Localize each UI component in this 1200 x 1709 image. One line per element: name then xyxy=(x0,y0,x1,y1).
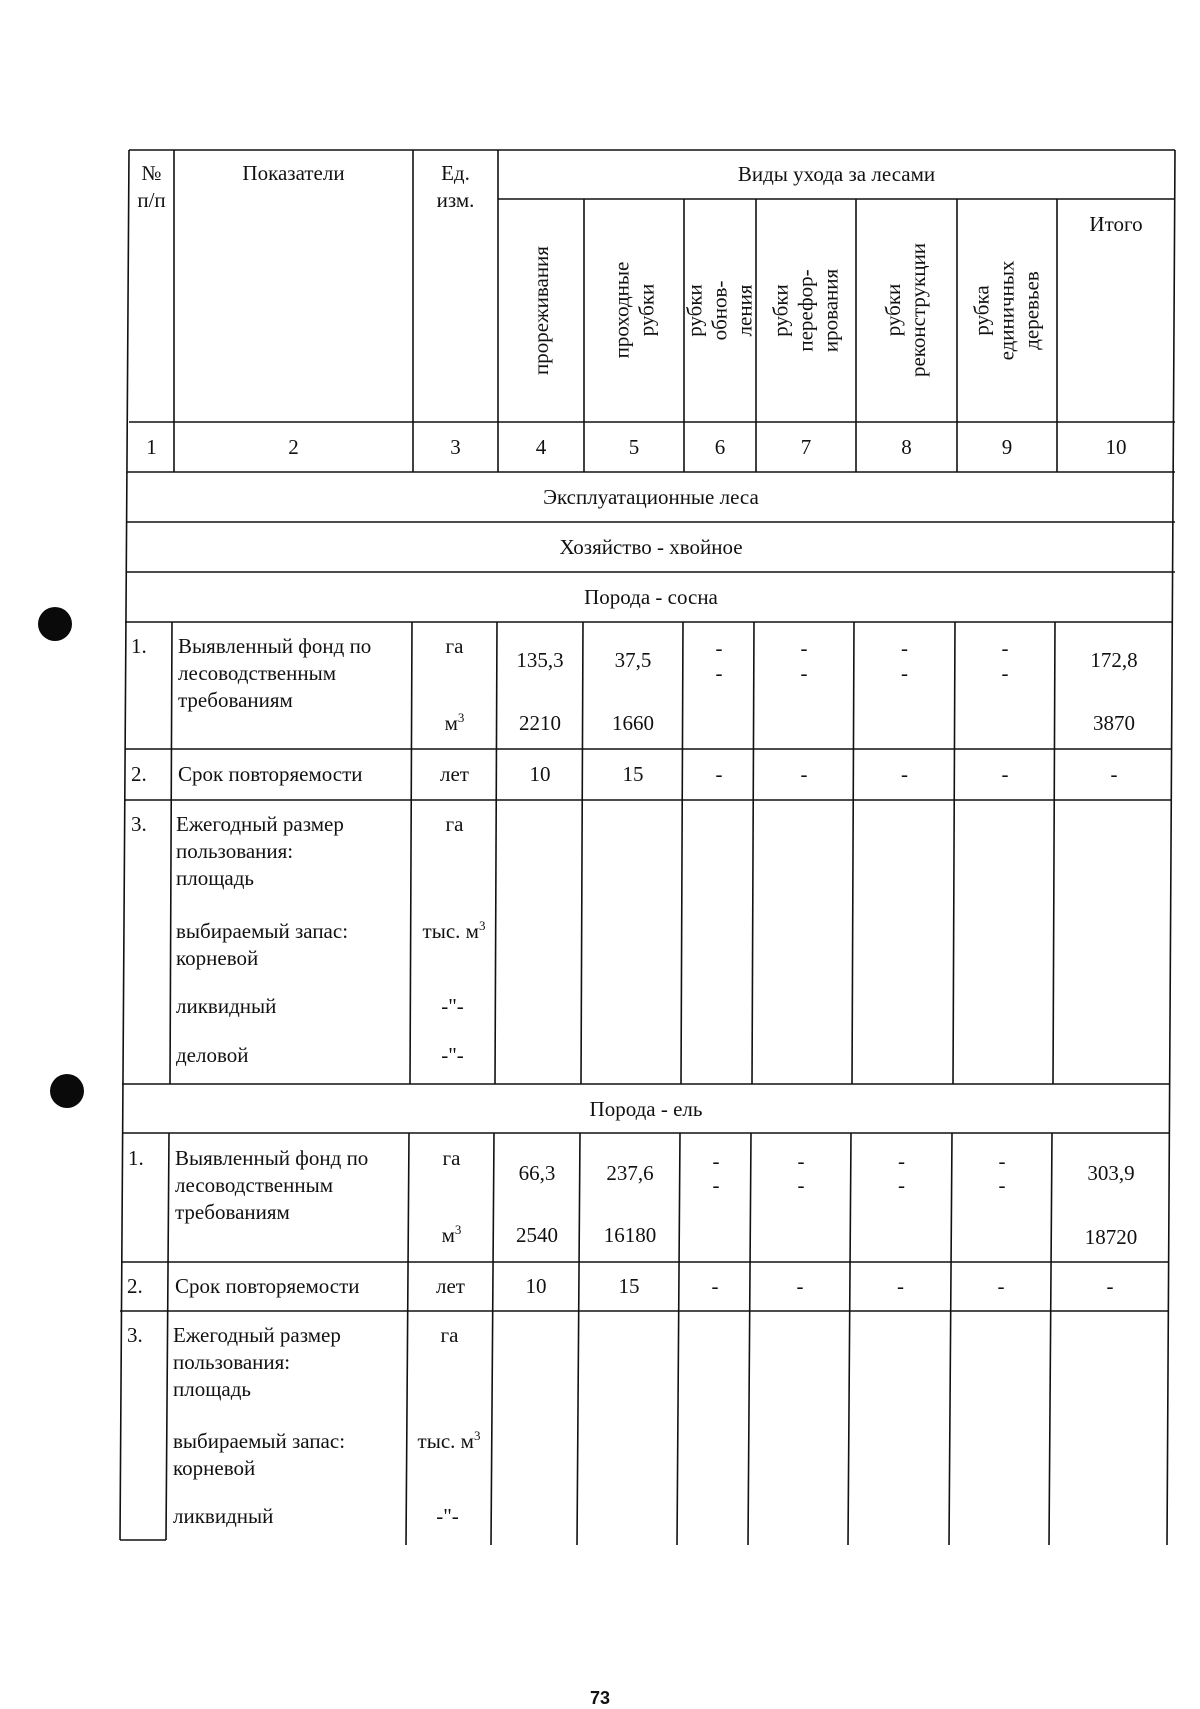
section-spruce: Порода - ель xyxy=(589,1097,703,1121)
pine-r2-text: Срок повторяемости xyxy=(178,762,363,786)
section-farm: Хозяйство - хвойное xyxy=(559,535,743,559)
pine-r2-dash-col8: - xyxy=(901,762,908,786)
header-col8 xyxy=(856,210,957,410)
pine-ha-col4: 135,3 xyxy=(516,648,564,672)
colnum-9: 9 xyxy=(1001,435,1013,459)
spruce-r2-dash-col10: - xyxy=(1106,1274,1114,1298)
spruce-r2-unit: лет xyxy=(436,1274,465,1298)
colnum-7: 7 xyxy=(800,435,812,459)
pine-dash-col9b: - xyxy=(1001,661,1009,685)
superscript-3: 3 xyxy=(473,1428,481,1443)
pine-r3-stock: выбираемый запас: корневой xyxy=(176,919,349,970)
pine-years-col4: 10 xyxy=(529,762,551,786)
pine-r2-unit: лет xyxy=(440,762,469,786)
header-col5-text: проходные рубки xyxy=(608,261,658,359)
header-col8-text: рубки реконструкции xyxy=(881,242,931,378)
header-col7-text: рубки перефор- ирования xyxy=(768,268,843,352)
spruce-dash-col8a: - xyxy=(898,1149,905,1173)
spruce-dash-col7b: - xyxy=(797,1173,805,1197)
colnum-8: 8 xyxy=(901,435,912,459)
spruce-m3-col10: 18720 xyxy=(1084,1225,1138,1249)
pine-r3-num: 3. xyxy=(131,812,147,836)
spruce-r2-text: Срок повторяемости xyxy=(175,1274,360,1298)
spruce-dash-col6b: - xyxy=(712,1173,720,1197)
page-number: 73 xyxy=(589,1688,611,1708)
spruce-years-col5: 15 xyxy=(618,1274,640,1298)
spruce-r3-stock: выбираемый запас: корневой xyxy=(173,1429,346,1480)
pine-r3-text: Ежегодный размер пользования: площадь xyxy=(176,812,344,890)
pine-ha-col10: 172,8 xyxy=(1090,648,1138,672)
spruce-dash-col8b: - xyxy=(898,1173,905,1197)
colnum-6: 6 xyxy=(714,435,726,459)
spruce-dash-col9a: - xyxy=(998,1149,1006,1173)
pine-ha-col5: 37,5 xyxy=(614,648,652,672)
spruce-r3-num: 3. xyxy=(127,1323,143,1347)
spruce-r1-text: Выявленный фонд по лесоводственным требованиям xyxy=(175,1146,369,1224)
pine-r2-num: 2. xyxy=(131,762,147,786)
header-col4-text: прореживания xyxy=(528,245,553,375)
spruce-dash-col7a: - xyxy=(797,1149,805,1173)
spruce-m3-col5: 16180 xyxy=(603,1223,657,1247)
pine-dash-col7a: - xyxy=(800,636,808,660)
header-col7 xyxy=(756,210,856,410)
spruce-r1-unit-m3 xyxy=(409,1222,494,1249)
pine-r1-text: Выявленный фонд по лесоводственным требованиям xyxy=(178,634,372,712)
pine-r2-dash-col9: - xyxy=(1001,762,1009,786)
header-col6-text: рубки обнов- ления xyxy=(682,280,757,340)
unit-thous-text: тыс. м xyxy=(417,1429,474,1453)
pine-r1-unit-ha: га xyxy=(445,634,464,658)
colnum-10: 10 xyxy=(1105,435,1127,459)
pine-r2-dash-col7: - xyxy=(800,762,808,786)
superscript-3: 3 xyxy=(454,1222,462,1237)
pine-dash-col6b: - xyxy=(715,661,723,685)
pine-r2-dash-col10: - xyxy=(1110,762,1118,786)
spruce-r2-dash-col7: - xyxy=(796,1274,804,1298)
spruce-r3-unit-thous xyxy=(405,1428,493,1455)
section-pine: Порода - сосна xyxy=(584,585,718,609)
unit-thous-text: тыс. м xyxy=(422,919,479,943)
pine-r3-liquid: ликвидный xyxy=(176,994,277,1018)
spruce-ha-col4: 66,3 xyxy=(518,1161,556,1185)
spruce-years-col4: 10 xyxy=(525,1274,547,1298)
colnum-2: 2 xyxy=(288,435,299,459)
pine-r3-unit-business: -"- xyxy=(441,1043,464,1067)
header-col10: Итого xyxy=(1089,212,1143,236)
pine-dash-col9a: - xyxy=(1001,636,1009,660)
spruce-m3-col4: 2540 xyxy=(516,1223,558,1247)
header-indicators: Показатели xyxy=(242,161,345,185)
unit-m3-text: м xyxy=(444,711,458,735)
header-col4 xyxy=(498,210,584,410)
colnum-5: 5 xyxy=(628,435,640,459)
header-col9 xyxy=(957,210,1057,410)
superscript-3: 3 xyxy=(478,918,486,933)
spruce-r2-num: 2. xyxy=(127,1274,143,1298)
colnum-3: 3 xyxy=(450,435,461,459)
section-exploitation: Эксплуатационные леса xyxy=(543,485,759,509)
spruce-ha-col10: 303,9 xyxy=(1087,1161,1135,1185)
pine-m3-col4: 2210 xyxy=(519,711,561,735)
spruce-r3-unit-liquid: -"- xyxy=(436,1504,459,1528)
spruce-r3-liquid: ликвидный xyxy=(173,1504,274,1528)
header-num: № п/п xyxy=(137,161,166,212)
pine-r3-business: деловой xyxy=(176,1043,249,1067)
pine-r2-dash-col6: - xyxy=(715,762,723,786)
spruce-ha-col5: 237,6 xyxy=(606,1161,654,1185)
spruce-dash-col6a: - xyxy=(712,1149,720,1173)
header-col9-text: рубка единичных деревьев xyxy=(969,260,1044,360)
pine-r1-num: 1. xyxy=(131,634,147,658)
pine-dash-col7b: - xyxy=(800,661,808,685)
colnum-4: 4 xyxy=(535,435,547,459)
spruce-r2-dash-col9: - xyxy=(997,1274,1005,1298)
spruce-r1-num: 1. xyxy=(128,1146,144,1170)
pine-m3-col10: 3870 xyxy=(1093,711,1135,735)
header-col5 xyxy=(584,210,684,410)
pine-dash-col6a: - xyxy=(715,636,723,660)
pine-r3-unit-liquid: -"- xyxy=(441,994,464,1018)
pine-dash-col8a: - xyxy=(901,636,908,660)
colnum-1: 1 xyxy=(146,435,157,459)
pine-dash-col8b: - xyxy=(901,661,908,685)
spruce-r3-unit-ha: га xyxy=(440,1323,459,1347)
header-col6 xyxy=(684,210,756,410)
pine-r3-unit-ha: га xyxy=(445,812,464,836)
pine-r1-unit-m3 xyxy=(412,710,497,737)
pine-years-col5: 15 xyxy=(622,762,644,786)
header-care-types: Виды ухода за лесами xyxy=(737,162,936,186)
pine-r3-unit-thous xyxy=(410,918,498,945)
spruce-dash-col9b: - xyxy=(998,1173,1006,1197)
spruce-r2-dash-col8: - xyxy=(897,1274,904,1298)
spruce-r2-dash-col6: - xyxy=(711,1274,719,1298)
spruce-r1-unit-ha: га xyxy=(442,1146,461,1170)
header-unit: Ед. изм. xyxy=(436,161,475,212)
pine-m3-col5: 1660 xyxy=(612,711,654,735)
unit-m3-text: м xyxy=(441,1223,455,1247)
spruce-r3-text: Ежегодный размер пользования: площадь xyxy=(173,1323,341,1401)
superscript-3: 3 xyxy=(457,710,465,725)
